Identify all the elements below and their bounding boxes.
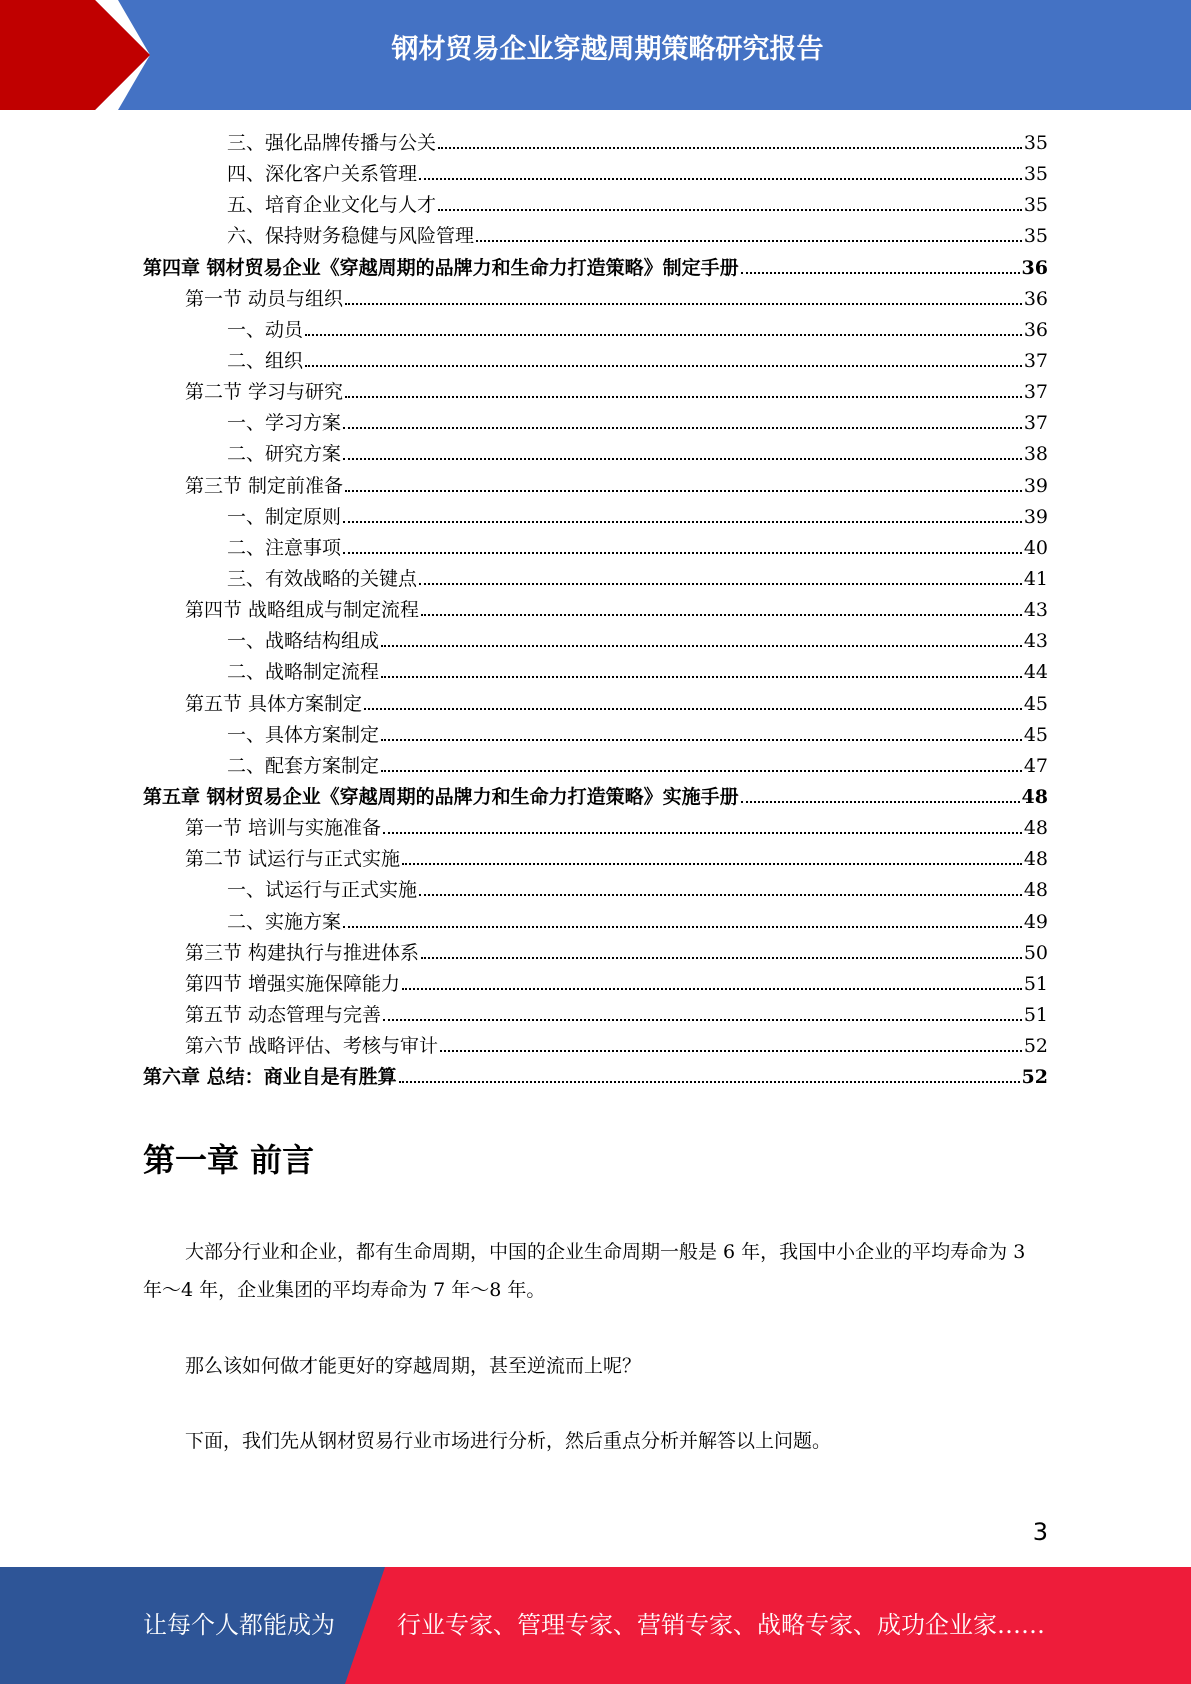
toc-entry-page: 41 [1023, 567, 1048, 590]
toc-entry-page: 44 [1023, 661, 1048, 684]
toc-entry-label: 第五节 具体方案制定 [185, 692, 363, 715]
toc-leader-dots [345, 490, 1022, 492]
toc-leader-dots [438, 147, 1022, 149]
footer-roles: 行业专家、管理专家、营销专家、战略专家、成功企业家…… [397, 1611, 1045, 1639]
toc-entry[interactable] [143, 907, 1048, 938]
toc-entry[interactable] [143, 471, 1048, 502]
toc-entry[interactable] [143, 1031, 1048, 1062]
toc-entry-page: 35 [1023, 225, 1048, 248]
toc-leader-dots [364, 708, 1022, 710]
toc-entry-label: 二、实施方案 [227, 910, 342, 933]
toc-leader-dots [419, 178, 1022, 180]
toc-entry-page: 35 [1023, 163, 1048, 186]
toc-entry[interactable] [143, 844, 1048, 875]
toc-entry[interactable] [143, 533, 1048, 564]
toc-leader-dots [343, 521, 1022, 523]
toc-entry-label: 第四节 增强实施保障能力 [185, 972, 401, 995]
toc-leader-dots [381, 739, 1022, 741]
toc-entry-label: 第四节 战略组成与制定流程 [185, 599, 420, 622]
toc-entry-label: 一、试运行与正式实施 [227, 879, 418, 902]
toc-entry-label: 第五章 钢材贸易企业《穿越周期的品牌力和生命力打造策略》实施手册 [143, 785, 739, 808]
toc-entry[interactable] [143, 1062, 1048, 1093]
toc-entry-page: 43 [1023, 599, 1048, 622]
toc-entry-page: 36 [1023, 318, 1048, 341]
toc-entry[interactable] [143, 315, 1048, 346]
table-of-contents [143, 128, 1048, 1093]
toc-entry-page: 39 [1023, 505, 1048, 528]
toc-leader-dots [741, 801, 1020, 803]
toc-leader-dots [343, 552, 1022, 554]
toc-entry-label: 一、学习方案 [227, 412, 342, 435]
toc-entry[interactable] [143, 190, 1048, 221]
toc-entry-label: 二、组织 [227, 349, 304, 372]
toc-entry-page: 36 [1021, 256, 1048, 279]
toc-leader-dots [383, 1019, 1022, 1021]
toc-entry-page: 35 [1023, 194, 1048, 217]
toc-entry-label: 二、研究方案 [227, 443, 342, 466]
toc-entry-label: 二、战略制定流程 [227, 661, 380, 684]
toc-entry-page: 48 [1023, 848, 1048, 871]
toc-entry[interactable] [143, 439, 1048, 470]
toc-leader-dots [438, 209, 1022, 211]
toc-leader-dots [419, 894, 1022, 896]
toc-entry-label: 一、具体方案制定 [227, 723, 380, 746]
toc-entry[interactable] [143, 377, 1048, 408]
toc-entry-label: 一、战略结构组成 [227, 630, 380, 653]
paragraph-2: 那么该如何做才能更好的穿越周期，甚至逆流而上呢？ [185, 1355, 642, 1377]
toc-leader-dots [381, 770, 1022, 772]
toc-entry-label: 第六章 总结：商业自是有胜算 [143, 1066, 397, 1089]
toc-leader-dots [305, 334, 1022, 336]
toc-entry-label: 四、深化客户关系管理 [227, 163, 418, 186]
header-title: 钢材贸易企业穿越周期策略研究报告 [391, 34, 824, 65]
toc-entry-page: 43 [1023, 630, 1048, 653]
toc-leader-dots [402, 863, 1022, 865]
toc-entry-label: 五、培育企业文化与人才 [227, 194, 437, 217]
paragraph-1: 大部分行业和企业，都有生命周期，中国的企业生命周期一般是 6 年，我国中小企业的平均寿命为 3 年～4 年，企业集团的平均寿命为 7 年～8 年。 [143, 1241, 1026, 1301]
toc-entry[interactable] [143, 1000, 1048, 1031]
toc-leader-dots [399, 1081, 1020, 1083]
toc-entry-label: 三、有效战略的关键点 [227, 567, 418, 590]
toc-entry-label: 三、强化品牌传播与公关 [227, 132, 437, 154]
toc-entry-page: 49 [1023, 910, 1048, 933]
toc-entry-page: 50 [1023, 941, 1048, 964]
toc-leader-dots [345, 396, 1022, 398]
toc-entry[interactable] [143, 408, 1048, 439]
paragraph-3: 下面，我们先从钢材贸易行业市场进行分析，然后重点分析并解答以上问题。 [185, 1430, 832, 1452]
page-footer [0, 1567, 1191, 1684]
toc-entry-page: 52 [1021, 1066, 1048, 1089]
toc-entry-page: 48 [1023, 879, 1048, 902]
toc-entry[interactable] [143, 253, 1048, 284]
toc-entry[interactable] [143, 128, 1048, 159]
toc-leader-dots [343, 458, 1022, 460]
toc-entry-label: 第六节 战略评估、考核与审计 [185, 1035, 439, 1058]
chapter-heading: 第一章 前言 [143, 1141, 315, 1179]
toc-entry[interactable] [143, 159, 1048, 190]
toc-leader-dots [421, 614, 1022, 616]
toc-entry-label: 一、制定原则 [227, 505, 342, 528]
toc-entry-label: 第三节 构建执行与推进体系 [185, 941, 420, 964]
toc-entry-label: 第五节 动态管理与完善 [185, 1003, 382, 1026]
toc-entry-label: 第四章 钢材贸易企业《穿越周期的品牌力和生命力打造策略》制定手册 [143, 256, 739, 279]
toc-entry[interactable] [143, 875, 1048, 906]
toc-entry-label: 第三节 制定前准备 [185, 474, 344, 497]
toc-leader-dots [383, 832, 1022, 834]
toc-entry-page: 45 [1023, 723, 1048, 746]
toc-leader-dots [741, 272, 1020, 274]
toc-entry-page: 45 [1023, 692, 1048, 715]
toc-entry-page: 48 [1023, 817, 1048, 840]
page-header [0, 0, 1191, 110]
toc-entry[interactable] [143, 969, 1048, 1000]
toc-entry[interactable] [143, 751, 1048, 782]
toc-entry[interactable] [143, 938, 1048, 969]
toc-entry[interactable] [143, 813, 1048, 844]
toc-entry-page: 52 [1023, 1035, 1048, 1058]
toc-entry-page: 47 [1023, 754, 1048, 777]
toc-leader-dots [343, 926, 1022, 928]
toc-leader-dots [440, 1050, 1022, 1052]
toc-entry-page: 40 [1023, 536, 1048, 559]
toc-entry[interactable] [143, 782, 1048, 813]
toc-leader-dots [419, 583, 1022, 585]
toc-entry[interactable] [143, 284, 1048, 315]
toc-entry-page: 39 [1023, 474, 1048, 497]
toc-entry[interactable] [143, 657, 1048, 688]
toc-entry[interactable] [143, 346, 1048, 377]
toc-entry[interactable] [143, 564, 1048, 595]
toc-leader-dots [381, 645, 1022, 647]
toc-entry-label: 第二节 学习与研究 [185, 381, 344, 404]
toc-entry-page: 37 [1023, 349, 1048, 372]
toc-entry-label: 二、注意事项 [227, 536, 342, 559]
toc-entry[interactable] [143, 595, 1048, 626]
page-number: 3 [1032, 1518, 1048, 1546]
toc-entry-label: 一、动员 [227, 318, 304, 341]
toc-entry-page: 35 [1023, 132, 1048, 154]
toc-entry-page: 37 [1023, 381, 1048, 404]
toc-entry-page: 36 [1023, 287, 1048, 310]
toc-leader-dots [381, 676, 1022, 678]
toc-leader-dots [305, 365, 1022, 367]
toc-leader-dots [421, 957, 1022, 959]
toc-entry-label: 第二节 试运行与正式实施 [185, 848, 401, 871]
toc-entry-page: 51 [1023, 972, 1048, 995]
toc-entry-page: 38 [1023, 443, 1048, 466]
toc-entry-page: 48 [1021, 785, 1048, 808]
toc-entry[interactable] [143, 626, 1048, 657]
footer-slogan: 让每个人都能成为 [143, 1611, 335, 1639]
toc-entry[interactable] [143, 689, 1048, 720]
toc-entry[interactable] [143, 502, 1048, 533]
toc-leader-dots [343, 427, 1022, 429]
toc-entry-page: 37 [1023, 412, 1048, 435]
toc-entry-label: 六、保持财务稳健与风险管理 [227, 225, 475, 248]
toc-leader-dots [345, 303, 1022, 305]
toc-entry-label: 第一节 培训与实施准备 [185, 817, 382, 840]
toc-entry-page: 51 [1023, 1003, 1048, 1026]
toc-entry[interactable] [143, 720, 1048, 751]
toc-leader-dots [402, 988, 1022, 990]
toc-leader-dots [476, 240, 1022, 242]
toc-entry-label: 第一节 动员与组织 [185, 287, 344, 310]
toc-entry[interactable] [143, 221, 1048, 252]
toc-entry-label: 二、配套方案制定 [227, 754, 380, 777]
